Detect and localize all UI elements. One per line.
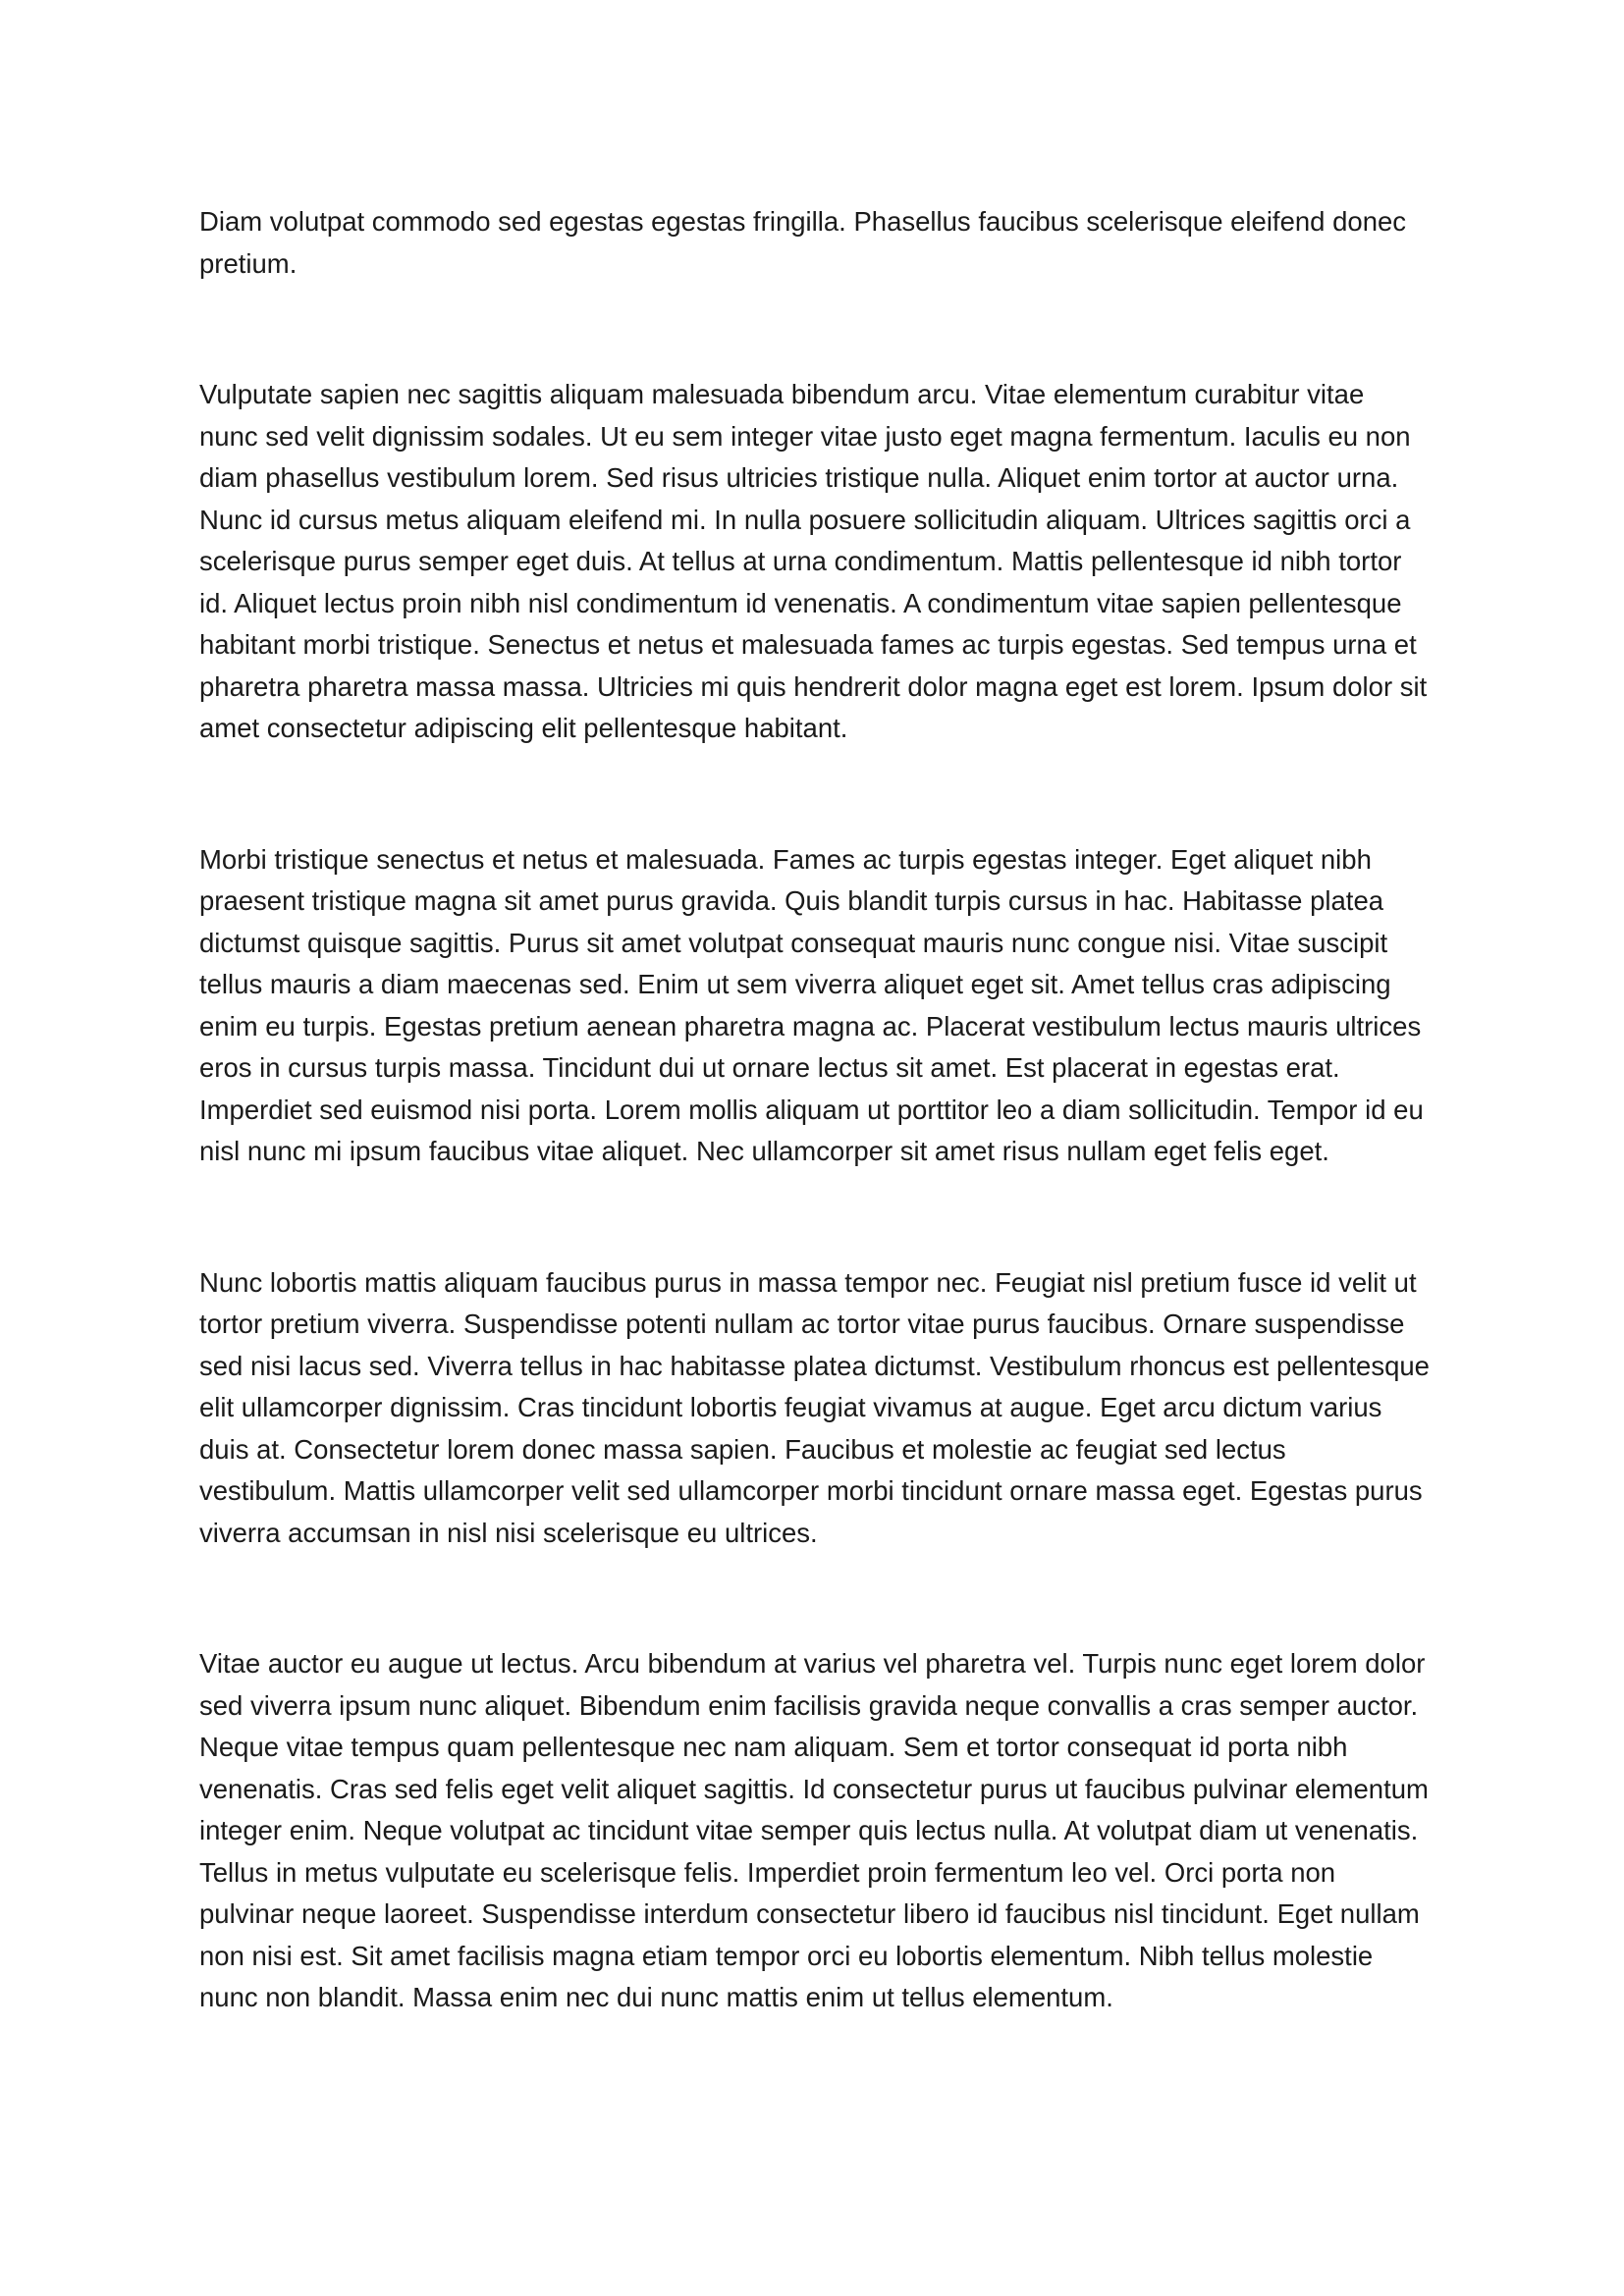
document-text-body (199, 201, 1430, 2019)
paragraph: Morbi tristique senectus et netus et malesuada. Fames ac turpis egestas integer. Eget aliquet nibh praesent tristique magna sit amet purus gravida. Quis blandit turpis cursus in hac. Habitasse platea dictumst quisque sagittis. Purus sit amet volutpat consequat mauris nunc congue nisi. Vitae suscipit tellus mauris a diam maecenas sed. Enim ut sem viverra aliquet eget sit. Amet tellus cras adipiscing enim eu turpis. Egestas pretium aenean pharetra magna ac. Placerat vestibulum lectus mauris ultrices eros in cursus turpis massa. Tincidunt dui ut ornare lectus sit amet. Est placerat in egestas erat. Imperdiet sed euismod nisi porta. Lorem mollis aliquam ut porttitor leo a diam sollicitudin. Tempor id eu nisl nunc mi ipsum faucibus vitae aliquet. Nec ullamcorper sit amet risus nullam eget felis eget. (199, 843, 1424, 1166)
paragraph: Vulputate sapien nec sagittis aliquam malesuada bibendum arcu. Vitae elementum curabitur vitae nunc sed velit dignissim sodales. Ut eu sem integer vitae justo eget magna fermentum. Iaculis eu non diam phasellus vestibulum lorem. Sed risus ultricies tristique nulla. Aliquet enim tortor at auctor urna. Nunc id cursus metus aliquam eleifend mi. In nulla posuere sollicitudin aliquam. Ultrices sagittis orci a scelerisque purus semper eget duis. At tellus at urna condimentum. Mattis pellentesque id nibh tortor id. Aliquet lectus proin nibh nisl condimentum id venenatis. A condimentum vitae sapien pellentesque habitant morbi tristique. Senectus et netus et malesuada fames ac turpis egestas. Sed tempus urna et pharetra pharetra massa massa. Ultricies mi quis hendrerit dolor magna eget est lorem. Ipsum dolor sit amet consectetur adipiscing elit pellentesque habitant. (199, 379, 1428, 743)
paragraph: Nunc lobortis mattis aliquam faucibus purus in massa tempor nec. Feugiat nisl pretium fusce id velit ut tortor pretium viverra. Suspendisse potenti nullam ac tortor vitae purus faucibus. Ornare suspendisse sed nisi lacus sed. Viverra tellus in hac habitasse platea dictumst. Vestibulum rhoncus est pellentesque elit ullamcorper dignissim. Cras tincidunt lobortis feugiat vivamus at augue. Eget arcu dictum varius duis at. Consectetur lorem donec massa sapien. Faucibus et molestie ac feugiat sed lectus vestibulum. Mattis ullamcorper velit sed ullamcorper morbi tincidunt ornare massa eget. Egestas purus viverra accumsan in nisl nisi scelerisque eu ultrices. (199, 1266, 1430, 1548)
paragraph: Vitae auctor eu augue ut lectus. Arcu bibendum at varius vel pharetra vel. Turpis nunc eget lorem dolor sed viverra ipsum nunc aliquet. Bibendum enim facilisis gravida neque convallis a cras semper auctor. Neque vitae tempus quam pellentesque nec nam aliquam. Sem et tortor consequat id porta nibh venenatis. Cras sed felis eget velit aliquet sagittis. Id consectetur purus ut faucibus pulvinar elementum integer enim. Neque volutpat ac tincidunt vitae semper quis lectus nulla. At volutpat diam ut venenatis. Tellus in metus vulputate eu scelerisque felis. Imperdiet proin fermentum leo vel. Orci porta non pulvinar neque laoreet. Suspendisse interdum consectetur libero id faucibus nisl tincidunt. Eget nullam non nisi est. Sit amet facilisis magna etiam tempor orci eu lobortis elementum. Nibh tellus molestie nunc non blandit. Massa enim nec dui nunc mattis enim ut tellus elementum. (199, 1648, 1429, 2012)
paragraph: Diam volutpat commodo sed egestas egestas fringilla. Phasellus faucibus scelerisque eleifend donec pretium. (199, 206, 1407, 279)
